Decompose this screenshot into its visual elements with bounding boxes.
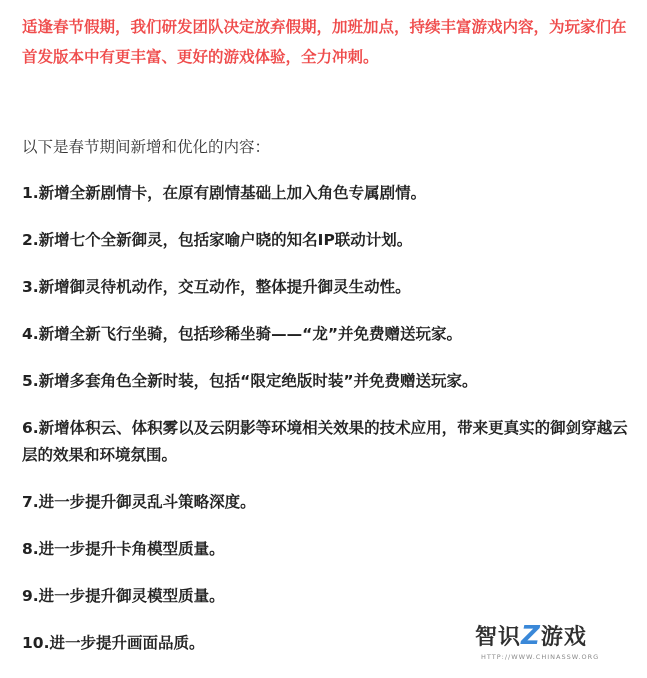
intro-paragraph: 以下是春节期间新增和优化的内容： (22, 138, 271, 156)
watermark-title-part2: 游戏 (540, 625, 587, 650)
watermark-z-logo-icon: Z (521, 621, 541, 651)
list-item: 2.新增七个全新御灵，包括家喻户晓的知名IP联动计划。 (22, 231, 413, 249)
list-item: 8.进一步提升卡角模型质量。 (22, 540, 225, 558)
article-body (22, 0, 630, 657)
site-watermark-logo (475, 620, 625, 670)
watermark-url: HTTP://WWW.CHINASSW.ORG (481, 653, 600, 661)
list-item: 3.新增御灵待机动作，交互动作，整体提升御灵生动性。 (22, 278, 411, 296)
list-item: 6.新增体积云、体积雾以及云阴影等环境相关效果的技术应用，带来更真实的御剑穿越云层的效果和环境氛围。 (22, 419, 628, 464)
list-item: 9.进一步提升御灵模型质量。 (22, 587, 225, 605)
highlight-paragraph: 适逢春节假期，我们研发团队决定放弃假期，加班加点，持续丰富游戏内容，为玩家们在首发版本中有更丰富、更好的游戏体验，全力冲刺。 (22, 18, 627, 66)
list-item: 7.进一步提升御灵乱斗策略深度。 (22, 493, 256, 511)
watermark-title-part1: 智识 (475, 625, 522, 650)
watermark-title (475, 620, 587, 651)
list-item: 10.进一步提升画面品质。 (22, 634, 205, 652)
list-item: 5.新增多套角色全新时装，包括“限定绝版时装”并免费赠送玩家。 (22, 372, 478, 390)
list-item: 4.新增全新飞行坐骑，包括珍稀坐骑——“龙”并免费赠送玩家。 (22, 325, 463, 343)
list-item: 1.新增全新剧情卡，在原有剧情基础上加入角色专属剧情。 (22, 184, 427, 202)
